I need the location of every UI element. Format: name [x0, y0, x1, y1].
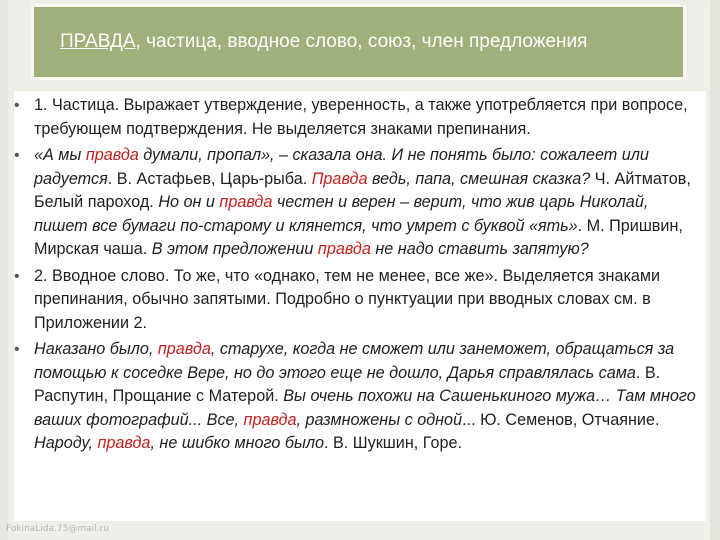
text-run: , не шибко много было [150, 434, 324, 452]
text-run: думали, пропал», – сказала она. И не понять было: [138, 146, 541, 164]
text-run: «А мы [34, 146, 86, 164]
slide-frame-left [0, 0, 8, 540]
bullet-item [14, 94, 706, 141]
text-run: ... Ю. Семенов, Отчаяние. [462, 410, 660, 429]
bullet-text [34, 265, 706, 336]
title-banner [31, 4, 686, 80]
text-run: Наказано было, [34, 340, 158, 358]
text-run: честен и верен – верит, что жив царь Николай, пишет все бумаги по-старому и клянется, что умрет с буквой «ять» [34, 193, 649, 235]
text-run: , размножены с одной [296, 410, 463, 429]
text-run: вопросе, требующем подтверждения. Не выделяется знаками препинания. [34, 96, 688, 138]
bullet-dot-icon: • [14, 147, 20, 164]
text-run: сожалеет или радуется [34, 146, 649, 188]
highlighted-word: правда [219, 193, 273, 211]
content-panel [14, 91, 706, 521]
highlighted-word: правда [157, 340, 211, 358]
text-run: 2. Вводное слово. То же, что «однако, тем не менее, все же». Выделяется знаками препинания, обычно запятыми. Подробно о пунктуации при вводных словах см. в Приложении 2. [34, 266, 661, 332]
text-run: Вы очень похожи на Сашенькиного мужа… Там много ваших фотографий... Все, [34, 387, 696, 429]
text-run: . М. Пришвин, Мирская чаша. [34, 216, 683, 258]
highlighted-word: правда [243, 410, 297, 429]
text-run: Ч. Айтматов, Белый пароход. [34, 169, 691, 211]
text-run: В этом предложении [151, 240, 318, 258]
title-keyword: ПРАВДА [60, 31, 136, 52]
page-title [60, 31, 587, 53]
text-run: ведь, папа, [367, 169, 460, 188]
text-run: Народу, [34, 434, 98, 452]
bullet-item [14, 338, 706, 456]
text-run: . В. Астафьев, Царь-рыба. [107, 169, 312, 188]
text-run: . В. Распутин, Прощание с Матерой. [34, 363, 661, 405]
bullet-text [34, 144, 706, 262]
author-watermark: FokinaLida.75@mail.ru [6, 524, 109, 534]
bullet-item [14, 144, 706, 262]
bullet-dot-icon: • [14, 267, 20, 285]
title-rest: , частица, вводное слово, союз, член предложения [135, 31, 588, 52]
text-run: , старухе, когда не сможет или занеможет, обращаться за помощью к соседке Вере, но до этого еще не дошло, Дарья справлялась сама [34, 340, 675, 382]
highlighted-word: правда [317, 240, 371, 258]
slide-frame-right [710, 0, 720, 540]
text-run: не надо ставить запятую? [370, 240, 589, 258]
bullet-text [34, 94, 706, 141]
bullet-dot-icon: • [14, 97, 20, 114]
highlighted-word: Правда [311, 169, 368, 188]
bullet-item [14, 265, 706, 336]
bullet-dot-icon: • [14, 341, 20, 358]
highlighted-word: правда [97, 434, 151, 452]
text-run: . В. Шукшин, Горе. [324, 434, 462, 452]
text-run: Но он и [158, 193, 220, 211]
highlighted-word: правда [85, 146, 139, 164]
bullet-list [14, 94, 706, 459]
text-run: смешная сказка? [460, 169, 591, 188]
text-run: 1. Частица. Выражает утверждение, уверенность, а также употребляется при [34, 96, 622, 114]
bullet-text [34, 338, 706, 456]
